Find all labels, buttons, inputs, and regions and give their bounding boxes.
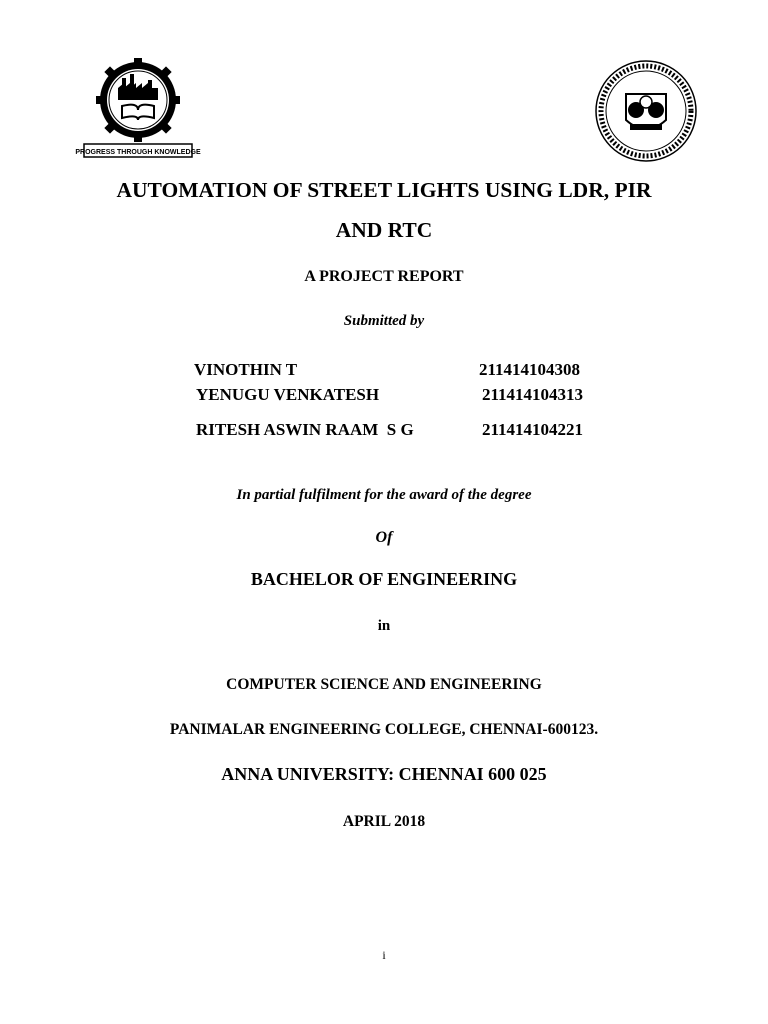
report-title-line-2: AND RTC [335,218,433,242]
student-name: YENUGU VENKATESH [196,385,380,404]
department-name: COMPUTER SCIENCE AND ENGINEERING [226,676,542,693]
student-name: VINOTHIN T [194,360,298,379]
panimalar-college-logo [594,58,698,164]
report-subtitle: A PROJECT REPORT [304,268,464,285]
in-label: in [377,618,391,634]
submitted-by-label: Submitted by [343,313,425,329]
anna-university-logo [75,58,201,158]
degree-name: BACHELOR OF ENGINEERING [250,569,518,589]
of-label: Of [375,529,393,546]
student-name: RITESH ASWIN RAAM S G [196,420,414,439]
anna-university-motto: PROGRESS THROUGH KNOWLEDGE [75,149,201,156]
student-roll-number: 211414104313 [482,385,584,404]
college-name: PANIMALAR ENGINEERING COLLEGE, CHENNAI-600123. [169,721,599,738]
student-roll-number: 211414104221 [482,420,584,439]
degree-statement: In partial fulfilment for the award of the degree [236,487,532,503]
submission-date: APRIL 2018 [342,813,426,830]
university-name: ANNA UNIVERSITY: CHENNAI 600 025 [221,764,547,784]
student-roll-number: 211414104308 [479,360,581,379]
page-number: i [382,948,386,962]
report-title-line-1: AUTOMATION OF STREET LIGHTS USING LDR, PIR [116,178,652,202]
